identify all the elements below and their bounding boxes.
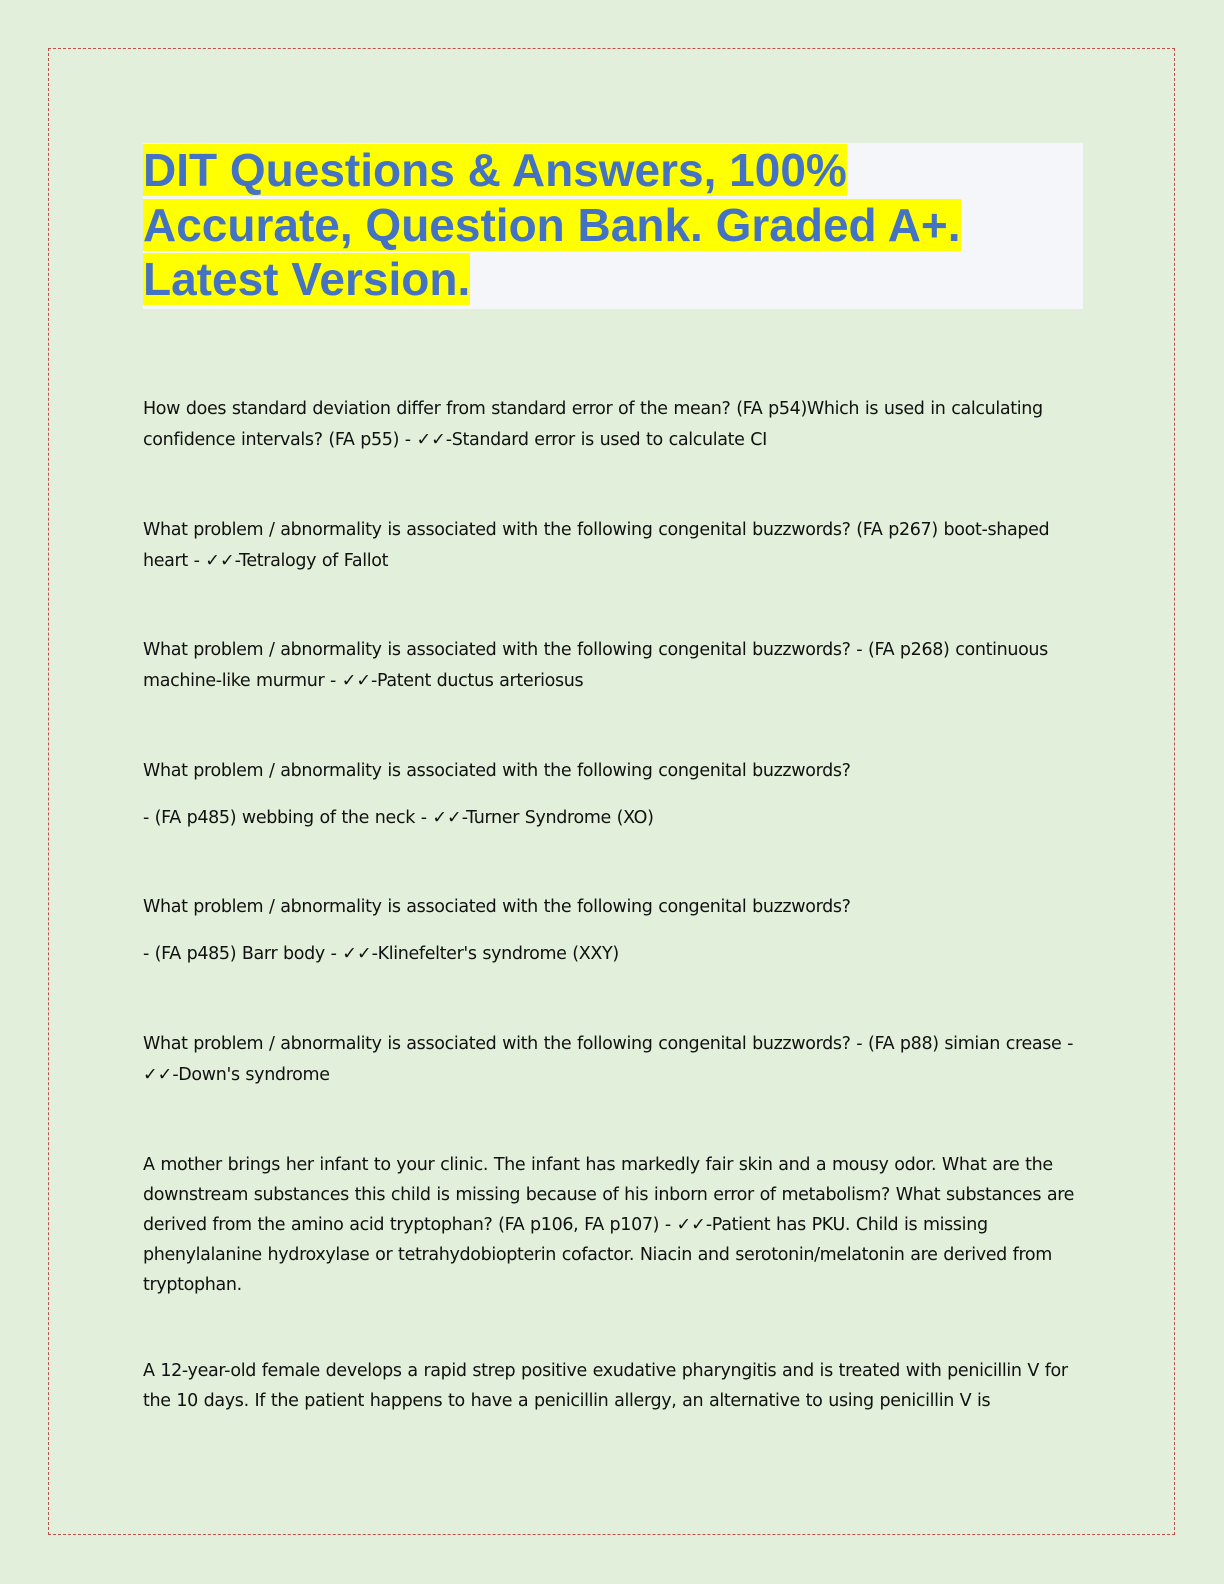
question-text: How does standard deviation differ from standard error of the mean? (FA p54)Which is used in calculating confidence intervals? (FA p55) - bbox=[143, 399, 1043, 450]
question-text: What problem / abnormality is associated with the following congenital buzzwords? bbox=[143, 897, 851, 917]
answer-text: -Klinefelter's syndrome (XXY) bbox=[371, 944, 619, 964]
title-line-3: Latest Version. bbox=[143, 253, 471, 305]
document-title bbox=[143, 143, 1083, 307]
title-line-2: Accurate, Question Bank. Graded A+. bbox=[143, 198, 961, 251]
qa-text bbox=[143, 1150, 1083, 1300]
qa-entry-6 bbox=[143, 1029, 1083, 1091]
answer-text: -Standard error is used to calculate CI bbox=[445, 430, 767, 450]
qa-entry-7 bbox=[143, 1150, 1083, 1300]
answer-text: -Patient has PKU. Child is missing phenylalanine hydroxylase or tetrahydobiopterin cofactor. Niacin and serotonin/melatonin are derived from tryptophan. bbox=[143, 1215, 1052, 1295]
question-continuation: - (FA p485) webbing of the neck - bbox=[143, 808, 433, 828]
question-text: What problem / abnormality is associated with the following congenital buzzwords? - (FA p88) simian crease - bbox=[143, 1034, 1074, 1054]
question-text: A mother brings her infant to your clinic. The infant has markedly fair skin and a mousy odor. What are the downstream substances this child is missing because of his inborn error of metabolism? What substances are derived from the amino acid tryptophan? (FA p106, FA p107) - bbox=[143, 1155, 1075, 1235]
question-text: What problem / abnormality is associated with the following congenital buzzwords? - (FA p268) continuous machine-like murmur - bbox=[143, 640, 1048, 691]
qa-text bbox=[143, 635, 1083, 697]
qa-entry-2 bbox=[143, 515, 1083, 577]
answer-text: -Turner Syndrome (XO) bbox=[461, 808, 654, 828]
answer-text: -Tetralogy of Fallot bbox=[234, 551, 389, 571]
title-block bbox=[143, 143, 1083, 309]
double-check-icon: ✓✓ bbox=[676, 1215, 706, 1235]
qa-text bbox=[143, 1029, 1083, 1091]
question-text: A 12-year-old female develops a rapid strep positive exudative pharyngitis and is treated with penicillin V for the 10 days. If the patient happens to have a penicillin allergy, an alternative to using penicillin V is bbox=[143, 1361, 1068, 1411]
qa-entry-4 bbox=[143, 756, 1083, 834]
qa-entry-3 bbox=[143, 635, 1083, 697]
double-check-icon: ✓✓ bbox=[416, 430, 446, 450]
double-check-icon: ✓✓ bbox=[342, 944, 372, 964]
double-check-icon: ✓✓ bbox=[341, 671, 372, 691]
question-continuation: - (FA p485) Barr body - bbox=[143, 944, 343, 964]
qa-entry-8 bbox=[143, 1356, 1083, 1416]
double-check-icon: ✓✓ bbox=[432, 808, 462, 828]
qa-text bbox=[143, 803, 1083, 834]
question-text: What problem / abnormality is associated with the following congenital buzzwords? bbox=[143, 761, 851, 781]
qa-text bbox=[143, 515, 1083, 577]
qa-text bbox=[143, 939, 1083, 970]
qa-entry-5 bbox=[143, 892, 1083, 970]
answer-text: -Patent ductus arteriosus bbox=[371, 671, 584, 691]
qa-text bbox=[143, 394, 1083, 456]
title-line-1: DIT Questions & Answers, 100% bbox=[143, 144, 847, 196]
question-text: What problem / abnormality is associated with the following congenital buzzwords? (FA p267) boot-shaped heart - bbox=[143, 520, 1050, 571]
double-check-icon: ✓✓ bbox=[143, 1065, 173, 1085]
answer-text: -Down's syndrome bbox=[172, 1065, 330, 1085]
double-check-icon: ✓✓ bbox=[205, 551, 235, 571]
qa-entry-1 bbox=[143, 394, 1083, 456]
